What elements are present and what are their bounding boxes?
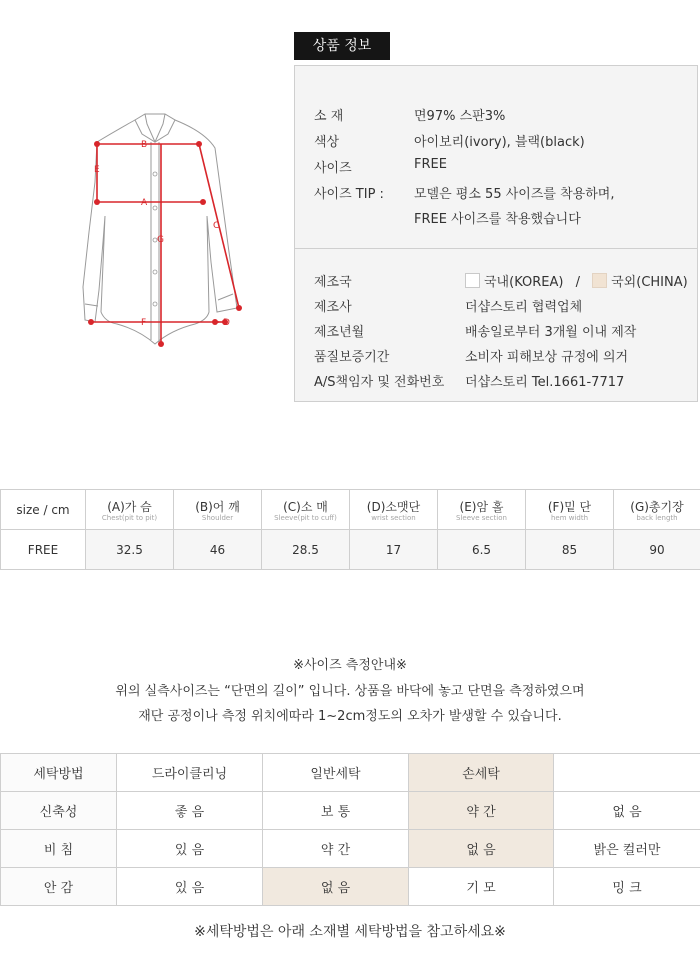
label-g: G <box>157 235 164 245</box>
size-value-armhole: 6.5 <box>438 530 526 570</box>
label-b: B <box>141 140 148 150</box>
label-f: F <box>141 318 147 328</box>
wash-cell: 일반세탁 <box>263 754 409 792</box>
origin-china-checkbox[interactable] <box>592 273 607 288</box>
made-date-value: 배송일로부터 3개월 이내 제작 <box>465 325 637 340</box>
wash-cell: 기 모 <box>409 868 554 906</box>
spec-value-size: FREE <box>414 157 447 172</box>
origin-korea-checkbox[interactable] <box>465 273 480 288</box>
size-header-wrist: (D)소맷단 wrist section <box>350 490 438 530</box>
size-header-chest: (A)가 슴 Chest(pit to pit) <box>86 490 174 530</box>
product-info-box <box>294 65 698 402</box>
spec-label-color: 색상 <box>314 135 340 150</box>
as-contact-value: 더샵스토리 Tel.1661-7717 <box>465 375 625 390</box>
warranty-label: 품질보증기간 <box>314 350 390 365</box>
origin-korea-label: 국내(KOREA) <box>484 275 564 290</box>
wash-cell-selected: 약 간 <box>409 792 554 830</box>
wash-label-sheer: 비 침 <box>1 830 117 868</box>
wash-cell: 좋 음 <box>117 792 263 830</box>
size-header-shoulder: (B)어 깨 Shoulder <box>174 490 262 530</box>
wash-cell-selected: 손세탁 <box>409 754 554 792</box>
size-row-label: FREE <box>1 530 86 570</box>
measure-labels <box>94 140 230 328</box>
measure-note-line1: 위의 실측사이즈는 “단면의 길이” 입니다. 상품을 바닥에 놓고 단면을 측정하였으며 <box>115 684 585 699</box>
origin-china-label: 국외(CHINA) <box>611 275 688 290</box>
wash-cell: 드라이클리닝 <box>117 754 263 792</box>
size-corner: size / cm <box>1 490 86 530</box>
size-header-sleeve: (C)소 매 Sleeve(pit to cuff) <box>262 490 350 530</box>
size-header-row <box>1 490 700 530</box>
origin-options <box>465 271 688 290</box>
label-e: E <box>94 165 100 175</box>
wash-note-footer: ※세탁방법은 아래 소재별 세탁방법을 참고하세요※ <box>194 924 506 940</box>
origin-label: 제조국 <box>314 275 352 290</box>
wash-table <box>0 753 700 906</box>
wash-row-method <box>1 754 700 792</box>
size-value-shoulder: 46 <box>174 530 262 570</box>
maker-value: 더샵스토리 협력업체 <box>465 300 583 315</box>
label-c: C <box>213 221 220 231</box>
wash-cell: 밝은 컬러만 <box>554 830 700 868</box>
wash-label-stretch: 신축성 <box>1 792 117 830</box>
wash-cell: 없 음 <box>554 792 700 830</box>
size-value-hem: 85 <box>526 530 614 570</box>
info-divider <box>295 248 697 249</box>
shirt-measurement-diagram <box>55 112 255 352</box>
measure-points <box>88 141 242 347</box>
spec-label-material: 소 재 <box>314 109 344 124</box>
size-value-chest: 32.5 <box>86 530 174 570</box>
spec-value-size-tip-2: FREE 사이즈를 착용했습니다 <box>414 212 581 227</box>
wash-row-sheer <box>1 830 700 868</box>
wash-cell <box>554 754 700 792</box>
label-d: D <box>223 318 230 328</box>
maker-label: 제조사 <box>314 300 352 315</box>
size-header-hem: (F)밑 단 hem width <box>526 490 614 530</box>
made-date-label: 제조년월 <box>314 325 365 340</box>
size-value-row <box>1 530 700 570</box>
size-header-length: (G)총기장 back length <box>614 490 700 530</box>
measure-lines <box>91 144 239 344</box>
size-value-sleeve: 28.5 <box>262 530 350 570</box>
size-table <box>0 489 700 570</box>
wash-label-lining: 안 감 <box>1 868 117 906</box>
spec-label-size: 사이즈 <box>314 161 352 176</box>
origin-separator: / <box>575 275 580 290</box>
spec-value-material: 면97% 스판3% <box>414 109 506 124</box>
as-contact-label: A/S책임자 및 전화번호 <box>314 375 445 390</box>
wash-row-stretch <box>1 792 700 830</box>
size-value-wrist: 17 <box>350 530 438 570</box>
product-info-tab: 상품 정보 <box>294 32 390 60</box>
spec-label-size-tip: 사이즈 TIP : <box>314 187 384 202</box>
wash-cell-selected: 없 음 <box>409 830 554 868</box>
wash-cell: 있 음 <box>117 830 263 868</box>
wash-cell: 있 음 <box>117 868 263 906</box>
size-header-armhole: (E)암 홀 Sleeve section <box>438 490 526 530</box>
spec-value-color: 아이보리(ivory), 블랙(black) <box>414 135 585 150</box>
wash-cell: 밍 크 <box>554 868 700 906</box>
wash-cell: 보 통 <box>263 792 409 830</box>
warranty-value: 소비자 피해보상 규정에 의거 <box>465 350 629 365</box>
wash-cell: 약 간 <box>263 830 409 868</box>
spec-value-size-tip: 모델은 평소 55 사이즈를 착용하며, <box>414 187 615 202</box>
wash-cell-selected: 없 음 <box>263 868 409 906</box>
wash-label-method: 세탁방법 <box>1 754 117 792</box>
measure-note-line2: 재단 공정이나 측정 위치에따라 1~2cm정도의 오차가 발생할 수 있습니다. <box>138 709 562 724</box>
wash-row-lining <box>1 868 700 906</box>
size-value-length: 90 <box>614 530 700 570</box>
label-a: A <box>141 198 148 208</box>
measure-note-title: ※사이즈 측정안내※ <box>293 658 407 673</box>
